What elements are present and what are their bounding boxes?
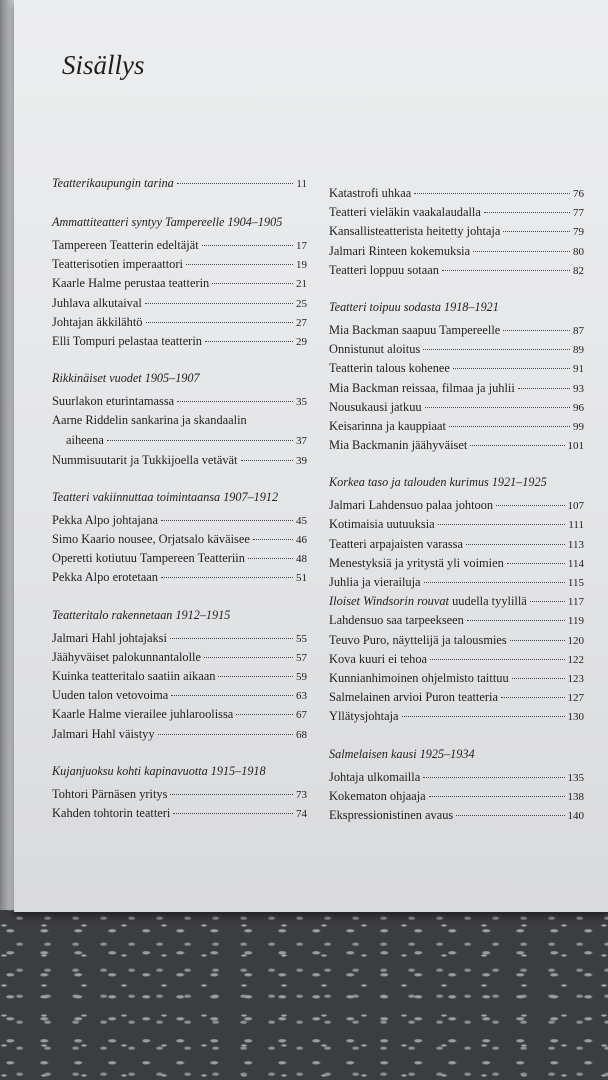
- toc-entry: Johtaja ulkomailla 135: [329, 769, 584, 784]
- toc-entry: Jalmari Hahl väistyy 68: [52, 726, 307, 741]
- toc-entry: Kova kuuri ei tehoa 122: [329, 651, 584, 666]
- toc-entry: Suurlakon eturintamassa 35: [52, 394, 307, 409]
- toc-entry: Katastrofi uhkaa 76: [329, 186, 584, 200]
- toc-page: [14, 0, 608, 912]
- toc-section: [52, 371, 307, 470]
- toc-section: [52, 608, 307, 744]
- toc-entry: Onnistunut aloitus 89: [329, 342, 584, 357]
- toc-entry: Aarne Riddelin sankarina ja skandaalin aiheena 37: [52, 413, 307, 447]
- toc-entry: Mia Backmanin jäähyväiset 101: [329, 438, 584, 453]
- toc-entry: Lahdensuo saa tarpeekseen 119: [329, 613, 584, 628]
- toc-entry: Mia Backman saapuu Tampereelle 87: [329, 322, 584, 337]
- toc-entry: Pekka Alpo johtajana 45: [52, 512, 307, 527]
- toc-entry: Elli Tompuri pelastaa teatterin 29: [52, 333, 307, 348]
- toc-section: [52, 490, 307, 588]
- toc-entry: Keisarinna ja kauppiaat 99: [329, 418, 584, 433]
- section-heading: Teatteri vakiinnuttaa toimintaansa 1907–1912: [52, 489, 279, 504]
- toc-entry: Jalmari Rinteen kokemuksia 80: [329, 243, 584, 258]
- toc-entry: Jäähyväiset palokunnantalolle 57: [52, 649, 307, 664]
- page-title: Sisällys: [62, 50, 145, 80]
- toc-entry: Kaarle Halme perustaa teatterin 21: [52, 276, 307, 291]
- toc-entry: Teatteri arpajaisten varassa 113: [329, 536, 584, 551]
- toc-entry: Juhlava alkutaival 25: [52, 295, 307, 310]
- toc-entry: Pekka Alpo erotetaan 51: [52, 570, 307, 585]
- toc-entry: Teatteri vieläkin vaakalaudalla 77: [329, 205, 584, 220]
- toc-entry: Operetti kotiutuu Tampereen Teatteriin 48: [52, 551, 307, 566]
- toc-entry: Mia Backman reissaa, filmaa ja juhlii 93: [329, 380, 584, 395]
- toc-section: [52, 764, 307, 823]
- toc-entry: Salmelainen arvioi Puron teatteria 127: [329, 690, 584, 705]
- toc-entry: Teatteri loppuu sotaan 82: [329, 262, 584, 277]
- toc-entry: Jalmari Lahdensuo palaa johtoon 107: [329, 498, 584, 513]
- toc-entry: Uuden talon vetovoima 63: [52, 688, 307, 703]
- section-heading: Teatteri toipuu sodasta 1918–1921: [329, 299, 499, 314]
- toc-entry: Teatterin talous kohenee 91: [329, 361, 584, 376]
- toc-entry: Iloiset Windsorin rouvat uudella tyylillä 117: [329, 594, 584, 609]
- toc-section: [329, 184, 584, 280]
- toc-entry: Simo Kaario nousee, Orjatsalo käväisee 46: [52, 532, 307, 547]
- toc-entry: Kahden tohtorin teatteri 74: [52, 805, 307, 820]
- toc-entry: Kaarle Halme vierailee juhlaroolissa 67: [52, 707, 307, 722]
- toc-section: [52, 215, 307, 351]
- toc-entry: Kuinka teatteritalo saatiin aikaan 59: [52, 669, 307, 684]
- toc-entry: Kansallisteatterista heitetty johtaja 79: [329, 224, 584, 239]
- toc-entry: Tohtori Pärnäsen yritys 73: [52, 786, 307, 801]
- section-heading: Salmelaisen kausi 1925–1934: [329, 746, 475, 761]
- toc-entry: Teatterisotien imperaattori 19: [52, 257, 307, 272]
- toc-entry: Kunnianhimoinen ohjelmisto taittuu 123: [329, 670, 584, 685]
- toc-section: [329, 475, 584, 726]
- toc-column-right: [329, 184, 584, 845]
- toc-intro-entry: Teatterikaupungin tarina 11: [52, 176, 307, 190]
- toc-section: [52, 176, 307, 195]
- section-heading: Kujanjuoksu kohti kapinavuotta 1915–1918: [52, 763, 266, 778]
- section-heading: Teatteritalo rakennetaan 1912–1915: [52, 607, 231, 622]
- toc-section: [329, 300, 584, 455]
- toc-entry: Teuvo Puro, näyttelijä ja talousmies 120: [329, 632, 584, 647]
- toc-entry: Nummisuutarit ja Tukkijoella vetävät 39: [52, 452, 307, 467]
- toc-entry: Nousukausi jatkuu 96: [329, 399, 584, 414]
- toc-entry: Jalmari Hahl johtajaksi 55: [52, 630, 307, 645]
- section-heading: Korkea taso ja talouden kurimus 1921–1925: [329, 475, 547, 490]
- section-heading: Ammattiteatteri syntyy Tampereelle 1904–1905: [52, 215, 283, 229]
- toc-section: [329, 747, 584, 826]
- toc-entry: Kokematon ohjaaja 138: [329, 788, 584, 803]
- toc-entry: Tampereen Teatterin edeltäjät 17: [52, 238, 307, 252]
- toc-entry: Yllätysjohtaja 130: [329, 709, 584, 724]
- toc-entry: Ekspressionistinen avaus 140: [329, 807, 584, 822]
- toc-entry: Juhlia ja vierailuja 115: [329, 575, 584, 589]
- toc-entry: Johtajan äkkilähtö 27: [52, 314, 307, 329]
- toc-column-left: [52, 176, 307, 843]
- background-fabric: [0, 900, 608, 1080]
- section-heading: Rikkinäiset vuodet 1905–1907: [52, 371, 200, 386]
- toc-entry: Kotimaisia uutuuksia 111: [329, 517, 584, 532]
- toc-entry: Menestyksiä ja yritystä yli voimien 114: [329, 555, 584, 570]
